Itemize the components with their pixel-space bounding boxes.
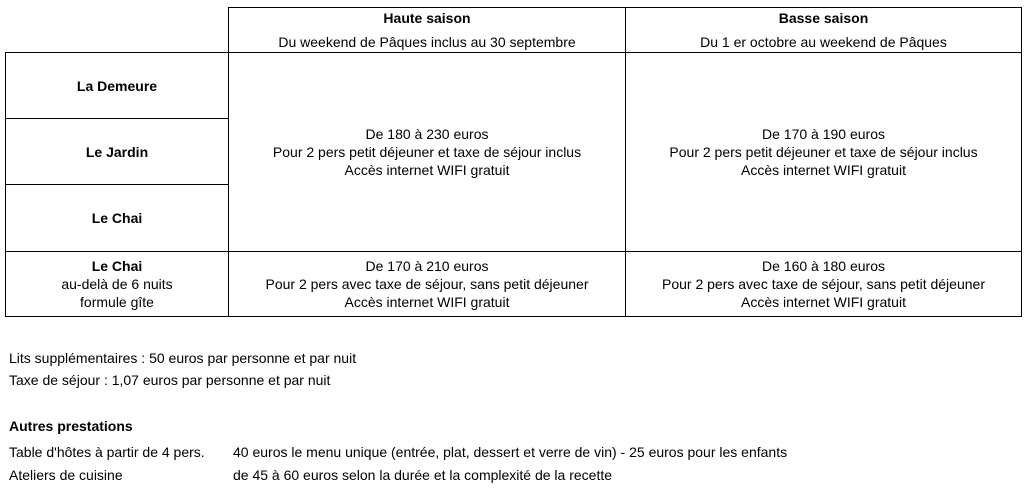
services-title: Autres prestations	[9, 418, 133, 434]
empty-corner-cell	[6, 8, 229, 53]
gite-name: Le Chai	[91, 258, 143, 274]
service-name: Ateliers de cuisine	[9, 467, 123, 483]
service-row-table-hotes	[9, 442, 787, 462]
price-range: De 180 à 230 euros	[365, 126, 489, 142]
service-name: Table d'hôtes à partir de 4 pers.	[9, 444, 205, 460]
header-title: Haute saison	[383, 10, 471, 26]
room-le-chai: Le Chai	[6, 185, 229, 252]
header-haute-saison	[229, 8, 626, 53]
note-tourist-tax: Taxe de séjour : 1,07 euros par personne et par nuit	[9, 372, 331, 388]
service-row-ateliers	[9, 465, 612, 485]
price-range: De 170 à 190 euros	[762, 126, 885, 142]
room-la-demeure: La Demeure	[6, 53, 229, 119]
price-range: De 170 à 210 euros	[365, 258, 489, 274]
price-wifi: Accès internet WIFI gratuit	[344, 162, 510, 178]
price-wifi: Accès internet WIFI gratuit	[741, 162, 906, 178]
gite-formula: formule gîte	[80, 294, 154, 310]
price-haute-saison-gite	[229, 252, 626, 317]
service-desc: 40 euros le menu unique (entrée, plat, dessert et verre de vin) - 25 euros pour les enfants	[233, 444, 788, 460]
header-basse-saison	[626, 8, 1022, 53]
price-basse-saison-gite	[626, 252, 1022, 317]
tarifs-table	[5, 7, 1022, 317]
price-range: De 160 à 180 euros	[762, 258, 885, 274]
room-le-jardin: Le Jardin	[6, 119, 229, 185]
note-extra-beds: Lits supplémentaires : 50 euros par personne et par nuit	[9, 350, 357, 366]
notes-block	[9, 347, 356, 391]
gite-condition: au-delà de 6 nuits	[61, 276, 173, 292]
price-conditions: Pour 2 pers avec taxe de séjour, sans petit déjeuner	[265, 276, 589, 292]
price-wifi: Accès internet WIFI gratuit	[741, 294, 906, 310]
price-conditions: Pour 2 pers petit déjeuner et taxe de séjour inclus	[669, 144, 978, 160]
service-desc: de 45 à 60 euros selon la durée et la complexité de la recette	[233, 467, 613, 483]
room-le-chai-gite	[6, 252, 229, 317]
price-basse-saison-rooms	[626, 53, 1022, 252]
price-conditions: Pour 2 pers petit déjeuner et taxe de séjour inclus	[272, 144, 582, 160]
header-subtitle: Du 1 er octobre au weekend de Pâques	[700, 34, 947, 50]
price-wifi: Accès internet WIFI gratuit	[344, 294, 510, 310]
price-conditions: Pour 2 pers avec taxe de séjour, sans petit déjeuner	[662, 276, 985, 292]
price-haute-saison-rooms	[229, 53, 626, 252]
header-subtitle: Du weekend de Pâques inclus au 30 septembre	[278, 34, 576, 50]
header-title: Basse saison	[778, 10, 869, 26]
